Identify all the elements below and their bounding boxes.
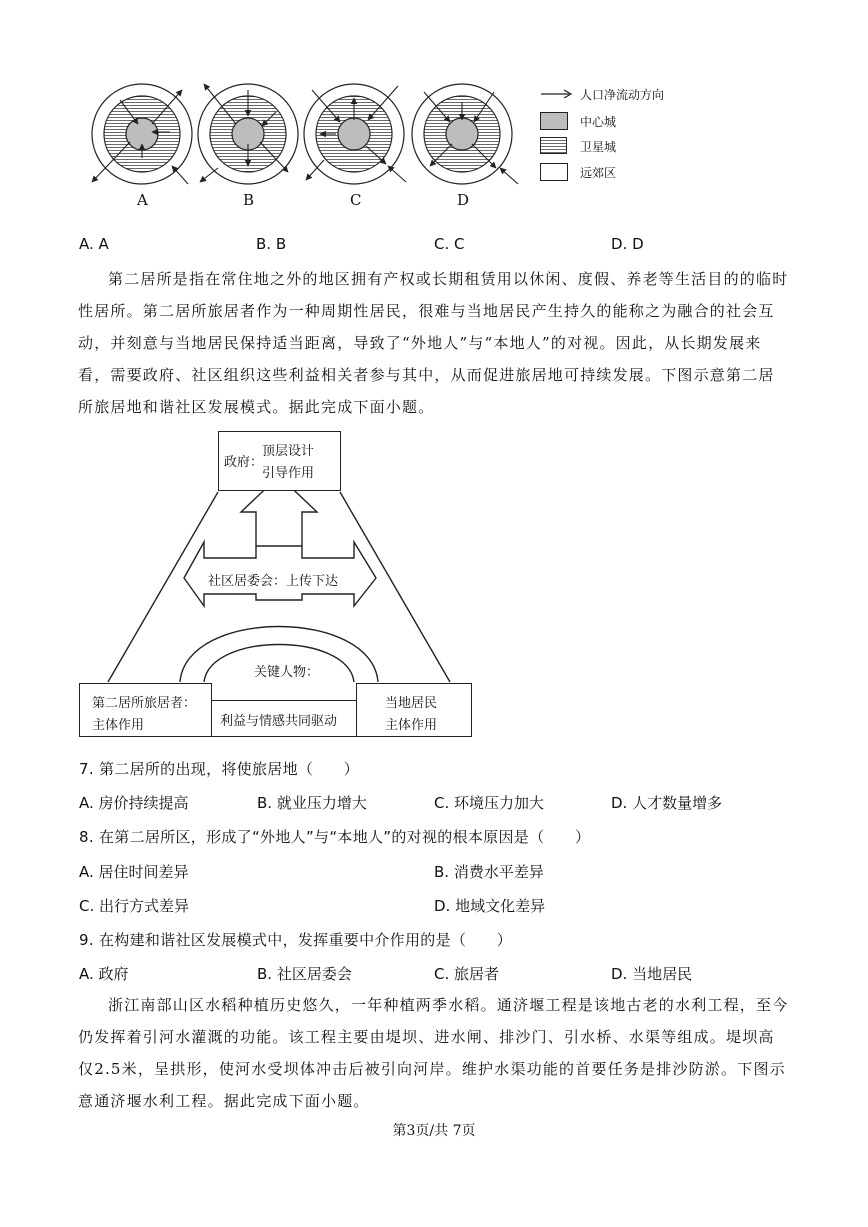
legend-center-swatch: [540, 112, 568, 130]
passage-2-text: 浙江南部山区水稻种植历史悠久，一年种植两季水稻。通济堰工程是该地古老的水利工程，至今仍发挥着引河水灌溉的功能。该工程主要由堤坝、进水闸、排沙门、引水桥、水渠等组成。堤坝高仅2.5米，呈拱形，使河水受坝体冲击后被引向河岸。维护水渠功能的首要任务是排沙防淤。下图示意通济堰水利工程。据此完成下面小题。: [78, 996, 789, 1110]
gov-line2: 引导作用: [262, 466, 315, 481]
key-drive-box: [211, 700, 358, 737]
page-footer: 第3页/共 7页: [392, 1123, 476, 1139]
q7-option-a[interactable]: A. 房价持续提高: [79, 794, 189, 812]
key-drive-text: 利益与情感共同驱动: [220, 714, 338, 729]
q6-option-c[interactable]: C. C: [434, 235, 465, 253]
committee-label: 社区居委会：上传下达: [208, 570, 338, 589]
q9-stem: 9. 在构建和谐社区发展模式中，发挥重要中介作用的是（ ）: [79, 931, 513, 949]
panel-label-b: B: [243, 191, 255, 209]
q8-option-a[interactable]: A. 居住时间差异: [79, 863, 189, 881]
legend-arrow-icon: [540, 88, 572, 100]
panel-a-rings: [92, 84, 192, 184]
gov-prefix: 政府：: [224, 455, 264, 470]
resident-box: [79, 683, 212, 737]
q7-option-c[interactable]: C. 环境压力加大: [434, 794, 545, 812]
legend-satellite-swatch: [540, 137, 568, 155]
local-box: [356, 683, 472, 737]
resident-line2: 主体作用: [92, 718, 145, 733]
q6-option-a[interactable]: A. A: [79, 235, 109, 253]
legend-arrow-label: 人口净流动方向: [580, 88, 665, 102]
local-line2: 主体作用: [385, 718, 438, 733]
q7-stem: 7. 第二居所的出现，将使旅居地（ ）: [79, 760, 360, 778]
q8-stem: 8. 在第二居所区，形成了“外地人”与“本地人”的对视的根本原因是（ ）: [79, 828, 591, 846]
legend-satellite-label: 卫星城: [580, 140, 617, 154]
panel-label-a: A: [137, 191, 149, 209]
q8-option-d[interactable]: D. 地域文化差异: [434, 897, 546, 915]
legend-center-label: 中心城: [580, 115, 617, 129]
legend-suburb-label: 远郊区: [580, 166, 617, 180]
key-persons-label: 关键人物：: [254, 665, 320, 680]
q9-option-c[interactable]: C. 旅居者: [434, 965, 500, 983]
passage-tongji-weir: [78, 989, 790, 1117]
figure-legend: [540, 84, 700, 184]
q7-option-d[interactable]: D. 人才数量增多: [611, 794, 723, 812]
q9-option-b[interactable]: B. 社区居委会: [257, 965, 352, 983]
panel-label-d: D: [457, 191, 470, 209]
gov-box: [218, 431, 341, 491]
q8-option-b[interactable]: B. 消费水平差异: [434, 863, 544, 881]
panel-d-rings: [412, 84, 518, 184]
panel-label-c: C: [350, 191, 362, 209]
urbanization-figure: [80, 72, 540, 212]
local-line1: 当地居民: [385, 696, 438, 711]
q6-option-b[interactable]: B. B: [256, 235, 287, 253]
resident-line1: 第二居所旅居者：: [92, 696, 197, 711]
panel-c-rings: [304, 84, 406, 184]
legend-suburb-swatch: [540, 163, 568, 181]
passage-second-residence: [78, 263, 790, 423]
gov-line1: 顶层设计: [262, 444, 315, 459]
passage-1-text: 第二居所是指在常住地之外的地区拥有产权或长期租赁用以休闲、度假、养老等生活目的的临时性居所。第二居所旅居者作为一种周期性居民，很难与当地居民产生持久的能称之为融合的社会互动，并刻意与当地居民保持适当距离，导致了“外地人”与“本地人”的对视。因此，从长期发展来看，需要政府、社区组织这些利益相关者参与其中，从而促进旅居地可持续发展。下图示意第二居所旅居地和谐社区发展模式。据此完成下面小题。: [78, 270, 789, 416]
q9-option-d[interactable]: D. 当地居民: [611, 965, 693, 983]
q8-option-c[interactable]: C. 出行方式差异: [79, 897, 190, 915]
panel-b-rings: [198, 84, 298, 184]
q6-option-d[interactable]: D. D: [611, 235, 644, 253]
q9-option-a[interactable]: A. 政府: [79, 965, 129, 983]
q7-option-b[interactable]: B. 就业压力增大: [257, 794, 367, 812]
